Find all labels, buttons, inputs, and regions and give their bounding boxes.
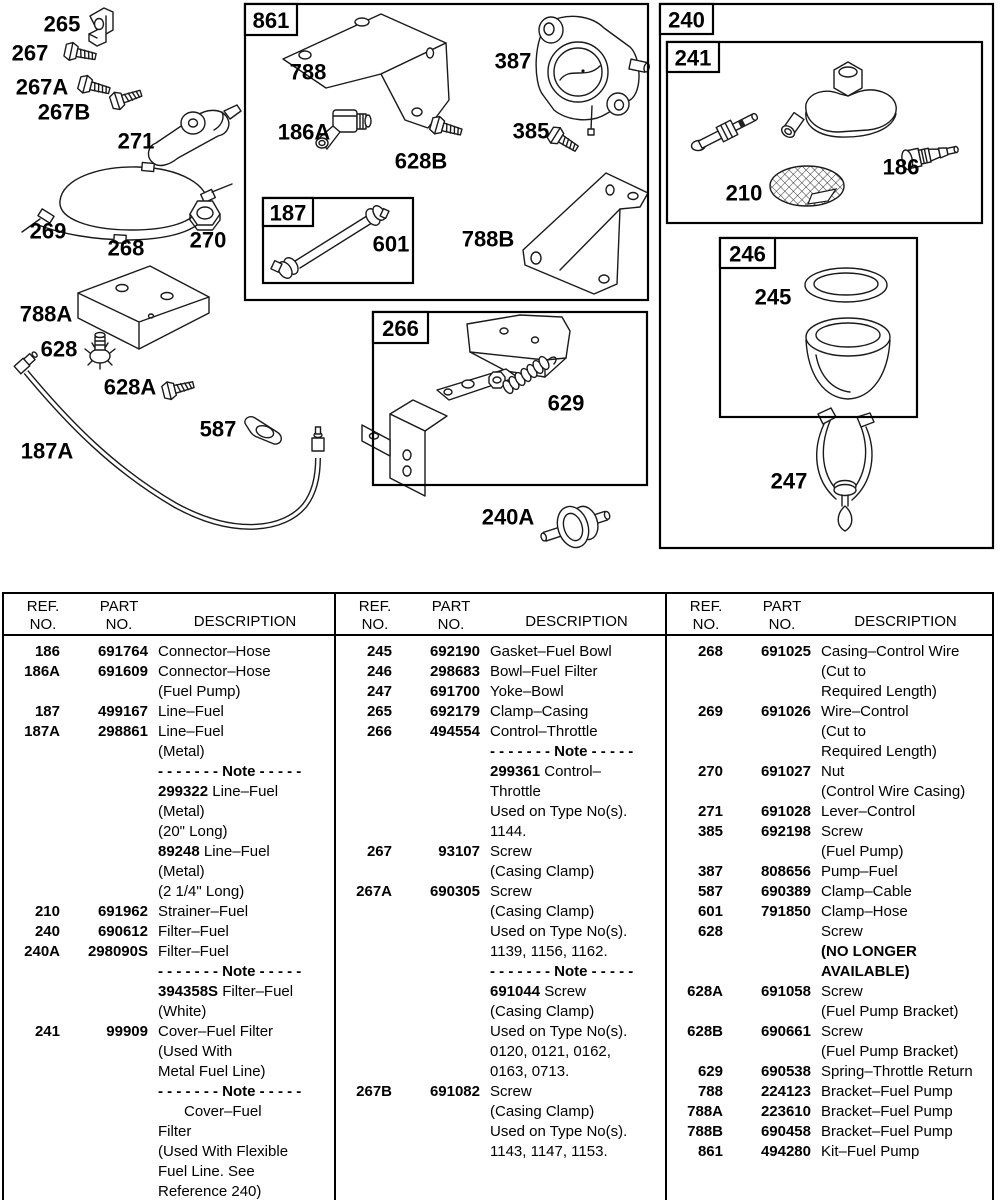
table-row: [667, 1062, 992, 1082]
part-no: 791850: [760, 903, 811, 920]
part-210-strainer-art: [770, 166, 844, 206]
description: Screw (Casing Clamp) Used on Type No(s). 1139, 1156, 1162. - - - - - - - Note - - - - - 691044 Screw (Casing Clamp) Used on Type No(s). 0120, 0121, 0162, 0163, 0713.: [490, 883, 634, 1080]
part-label-186: 186: [882, 154, 920, 180]
table-row: [667, 982, 992, 1022]
table-row: [4, 942, 334, 1022]
part-628A-screw-art: [161, 376, 195, 401]
ref-no: 788: [697, 1083, 723, 1100]
part-no: 691025: [760, 643, 811, 660]
description-header: DESCRIPTION: [854, 613, 957, 630]
part-label-387: 387: [494, 48, 532, 74]
part-label-385: 385: [512, 118, 550, 144]
table-body: [667, 636, 992, 1162]
description: Clamp–Hose: [821, 903, 908, 920]
part-label-788A: 788A: [19, 301, 73, 327]
description: Spring–Throttle Return: [821, 1063, 973, 1080]
table-body: [336, 636, 665, 1162]
ref-no: 387: [697, 863, 723, 880]
part-no: 93107: [438, 843, 480, 860]
callout-box-label-187: 187: [269, 200, 307, 226]
description: Casing–Control Wire (Cut to Required Length): [821, 643, 960, 700]
part-label-628B: 628B: [394, 148, 448, 174]
part-label-601: 601: [372, 231, 410, 257]
ref-no: 271: [697, 803, 723, 820]
description-header: DESCRIPTION: [525, 613, 628, 630]
part-label-788: 788: [289, 59, 327, 85]
part-no-header: PART NO.: [99, 598, 139, 633]
ref-no: 187A: [24, 723, 60, 740]
table-row: [336, 1082, 665, 1162]
table-row: [667, 862, 992, 882]
part-label-265: 265: [43, 11, 81, 37]
part-label-271: 271: [117, 128, 155, 154]
part-628B-screw-art: [429, 115, 464, 141]
part-no: 692198: [760, 823, 811, 840]
part-no: 494280: [760, 1143, 811, 1160]
ref-no: 270: [697, 763, 723, 780]
description: Wire–Control (Cut to Required Length): [821, 703, 937, 760]
part-label-269: 269: [29, 218, 67, 244]
ref-no: 247: [366, 683, 392, 700]
table-row: [336, 642, 665, 662]
ref-no: 267: [366, 843, 392, 860]
table-row: [336, 722, 665, 842]
table-row: [336, 882, 665, 1082]
description: Gasket–Fuel Bowl: [490, 643, 612, 660]
table-row: [667, 802, 992, 822]
table-row: [4, 662, 334, 702]
part-label-628A: 628A: [103, 374, 157, 400]
table-row: [667, 1142, 992, 1162]
part-628-screw-art: [85, 333, 115, 370]
callout-box-label-241: 241: [674, 45, 712, 71]
ref-no: 186: [34, 643, 60, 660]
callout-box-label-240: 240: [668, 7, 705, 33]
description: Connector–Hose: [158, 643, 271, 660]
part-587-clamp-art: [245, 417, 281, 444]
description: Connector–Hose (Fuel Pump): [158, 663, 271, 700]
part-no: 691609: [97, 663, 148, 680]
description: Kit–Fuel Pump: [821, 1143, 920, 1160]
table-row: [4, 922, 334, 942]
description: Bowl–Fuel Filter: [490, 663, 598, 680]
table-header: [667, 594, 992, 636]
part-label-267A: 267A: [15, 74, 69, 100]
ref-no: 628: [697, 923, 723, 940]
description: Filter–Fuel: [158, 923, 229, 940]
part-no: 690538: [760, 1063, 811, 1080]
ref-no: 788A: [687, 1103, 723, 1120]
ref-no: 861: [697, 1143, 723, 1160]
description: Screw (Casing Clamp) Used on Type No(s). 1143, 1147, 1153.: [490, 1083, 628, 1160]
ref-no: 628B: [687, 1023, 723, 1040]
table-row: [336, 682, 665, 702]
table-header: [4, 594, 334, 636]
part-no: 494554: [429, 723, 480, 740]
ref-no: 267A: [356, 883, 392, 900]
part-385-screw-art: [546, 125, 582, 157]
part-no: 692179: [429, 703, 480, 720]
callout-box-label-246: 246: [729, 241, 766, 267]
parts-table-column-3: [667, 594, 992, 1200]
part-267-screw-art: [63, 41, 97, 65]
table-row: [667, 642, 992, 702]
part-387-pump-art: [536, 16, 650, 135]
parts-table-column-2: [336, 594, 667, 1200]
table-row: [336, 662, 665, 682]
ref-no-header: REF. NO.: [26, 598, 60, 633]
description: Bracket–Fuel Pump: [821, 1123, 953, 1140]
part-label-245: 245: [754, 284, 792, 310]
part-label-247: 247: [770, 468, 808, 494]
description: Strainer–Fuel: [158, 903, 249, 920]
ref-no: 385: [697, 823, 723, 840]
ref-no: 267B: [356, 1083, 392, 1100]
table-row: [667, 882, 992, 902]
part-label-628: 628: [40, 336, 78, 362]
ref-no: 266: [366, 723, 392, 740]
part-no: 691082: [429, 1083, 480, 1100]
description: Line–Fuel: [158, 703, 224, 720]
callout-box-label-266: 266: [382, 316, 419, 341]
part-245-gasket-art: [805, 268, 887, 302]
part-no-header: PART NO.: [431, 598, 471, 633]
part-label-268: 268: [107, 235, 145, 261]
part-267B-screw-art: [109, 85, 144, 112]
ref-no: 246: [366, 663, 392, 680]
part-label-240A: 240A: [481, 504, 535, 530]
part-no: 690305: [429, 883, 480, 900]
part-label-187A: 187A: [20, 438, 74, 464]
part-no: 690458: [760, 1123, 811, 1140]
part-247-yoke-art: [817, 408, 874, 531]
description: Screw (Fuel Pump Bracket): [821, 1023, 959, 1060]
table-row: [667, 1082, 992, 1102]
description: Nut (Control Wire Casing): [821, 763, 966, 800]
table-row: [667, 822, 992, 862]
description: Screw (Fuel Pump): [821, 823, 904, 860]
table-row: [4, 702, 334, 722]
table-row: [667, 902, 992, 922]
part-label-629: 629: [547, 390, 585, 416]
part-241-pin-art: [687, 109, 760, 157]
ref-no: 240A: [24, 943, 60, 960]
description: Pump–Fuel: [821, 863, 898, 880]
part-no: 691026: [760, 703, 811, 720]
table-row: [667, 702, 992, 762]
ref-no-header: REF. NO.: [358, 598, 392, 633]
description: Screw (NO LONGER AVAILABLE): [821, 923, 917, 980]
description: Line–Fuel (Metal) - - - - - - - Note - - - - - 299322 Line–Fuel (Metal) (20" Long) 89248 Line–Fuel (Metal) (2 1/4" Long): [158, 723, 302, 900]
part-no: 690389: [760, 883, 811, 900]
part-240A-filter-art: [535, 495, 616, 557]
description: Screw (Casing Clamp): [490, 843, 595, 880]
description: Clamp–Casing: [490, 703, 589, 720]
description: Yoke–Bowl: [490, 683, 564, 700]
part-no: 224123: [760, 1083, 811, 1100]
ref-no: 210: [34, 903, 60, 920]
part-no: 298861: [97, 723, 148, 740]
description: Clamp–Cable: [821, 883, 912, 900]
part-no: 499167: [97, 703, 148, 720]
part-267A-screw-art: [77, 74, 112, 99]
ref-no: 241: [34, 1023, 60, 1040]
part-label-210: 210: [725, 180, 763, 206]
part-788B-bracket-art: [523, 173, 648, 294]
table-row: [667, 1022, 992, 1062]
ref-no: 268: [697, 643, 723, 660]
table-row: [336, 842, 665, 882]
parts-table-column-1: [4, 594, 336, 1200]
part-no: 99909: [106, 1023, 148, 1040]
parts-diagram: [0, 0, 1000, 590]
part-label-587: 587: [199, 416, 237, 442]
part-241-cover-art: [780, 62, 897, 140]
part-no: 691058: [760, 983, 811, 1000]
part-no: 298683: [429, 663, 480, 680]
part-label-267: 267: [11, 40, 49, 66]
description: Filter–Fuel - - - - - - - Note - - - - - 394358S Filter–Fuel (White): [158, 943, 302, 1020]
part-no: 808656: [760, 863, 811, 880]
table-row: [4, 642, 334, 662]
ref-no: 269: [697, 703, 723, 720]
table-row: [4, 902, 334, 922]
part-label-788B: 788B: [461, 226, 515, 252]
ref-no: 240: [34, 923, 60, 940]
part-no: 691764: [97, 643, 148, 660]
description: Lever–Control: [821, 803, 916, 820]
ref-no: 186A: [24, 663, 60, 680]
part-no: 298090S: [87, 943, 148, 960]
part-no: 691028: [760, 803, 811, 820]
part-label-267B: 267B: [37, 99, 91, 125]
description: Control–Throttle - - - - - - - Note - - - - - 299361 Control– Throttle Used on Type No(s). 1144.: [490, 723, 634, 840]
ref-no: 265: [366, 703, 392, 720]
part-246-bowl-art: [806, 318, 890, 399]
part-no: 691027: [760, 763, 811, 780]
ref-no: 601: [697, 903, 723, 920]
part-no: 691700: [429, 683, 480, 700]
description-header: DESCRIPTION: [193, 613, 297, 630]
part-no: 692190: [429, 643, 480, 660]
part-no: 223610: [760, 1103, 811, 1120]
part-no: 690661: [760, 1023, 811, 1040]
description: Cover–Fuel Filter (Used With Metal Fuel Line) - - - - - - - Note - - - - - Cover–Fuel Filter (Used With Flexible Fuel Line. See Reference 240): [158, 1023, 302, 1200]
part-271-lever-art: [149, 105, 241, 165]
ref-no: 187: [34, 703, 60, 720]
table-body: [4, 636, 334, 1200]
part-no: 690612: [97, 923, 148, 940]
ref-no: 788B: [687, 1123, 723, 1140]
table-row: [667, 1102, 992, 1122]
ref-no-header: REF. NO.: [689, 598, 723, 633]
part-270-nut-art: [190, 201, 220, 230]
table-row: [667, 762, 992, 802]
part-label-270: 270: [189, 227, 227, 253]
ref-no: 628A: [687, 983, 723, 1000]
parts-table: [2, 592, 994, 1200]
part-no: 691962: [97, 903, 148, 920]
callout-box-label-861: 861: [252, 8, 290, 33]
ref-no: 629: [697, 1063, 723, 1080]
part-265-clamp-art: [89, 8, 113, 46]
table-row: [667, 1122, 992, 1142]
part-no-header: PART NO.: [762, 598, 802, 633]
description: Screw (Fuel Pump Bracket): [821, 983, 959, 1020]
description: Bracket–Fuel Pump: [821, 1083, 953, 1100]
table-row: [667, 922, 992, 982]
ref-no: 587: [697, 883, 723, 900]
part-label-186A: 186A: [277, 119, 331, 145]
table-header: [336, 594, 665, 636]
ref-no: 245: [366, 643, 392, 660]
table-row: [336, 702, 665, 722]
description: Bracket–Fuel Pump: [821, 1103, 953, 1120]
table-row: [4, 722, 334, 902]
table-row: [4, 1022, 334, 1200]
